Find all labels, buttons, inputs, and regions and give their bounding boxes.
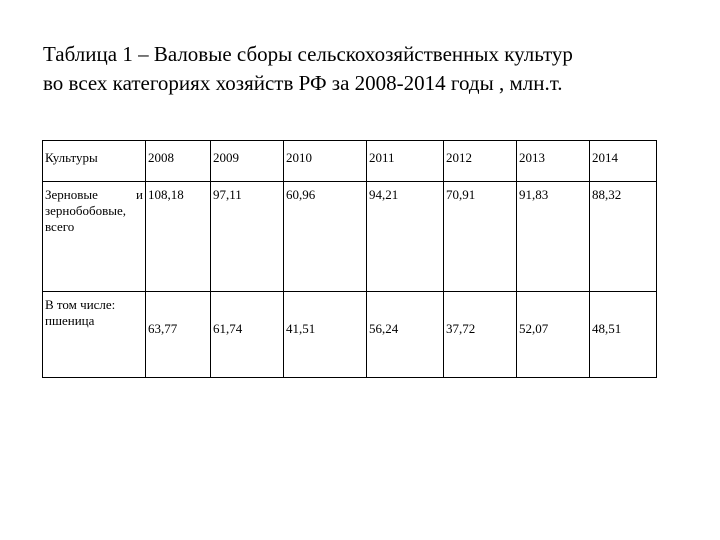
header-cell-crops: Культуры (43, 141, 146, 182)
header-cell-2010: 2010 (284, 141, 367, 182)
crop-line: пшеница (45, 313, 95, 328)
value-cell: 97,11 (211, 182, 284, 292)
value-cell: 37,72 (444, 292, 517, 378)
value-cell: 94,21 (367, 182, 444, 292)
crop-cell-wheat (43, 292, 146, 378)
header-cell-2011: 2011 (367, 141, 444, 182)
title-line-1: Таблица 1 – Валовые сборы сельскохозяйственных культур (43, 42, 573, 66)
header-cell-2013: 2013 (517, 141, 590, 182)
header-cell-2014: 2014 (590, 141, 657, 182)
value-cell: 41,51 (284, 292, 367, 378)
value-cell: 63,77 (146, 292, 211, 378)
crop-line: зернобобовые, (45, 203, 126, 218)
crop-cell-grain (43, 182, 146, 292)
header-cell-2012: 2012 (444, 141, 517, 182)
header-cell-2008: 2008 (146, 141, 211, 182)
page-title (43, 40, 683, 98)
value-cell: 61,74 (211, 292, 284, 378)
crop-line: Зерновые и (45, 187, 143, 202)
value-cell: 88,32 (590, 182, 657, 292)
value-cell: 108,18 (146, 182, 211, 292)
crop-line: В том числе: (45, 297, 116, 312)
table-row (43, 182, 657, 292)
value-cell: 60,96 (284, 182, 367, 292)
header-cell-2009: 2009 (211, 141, 284, 182)
harvest-table (42, 140, 657, 378)
value-cell: 70,91 (444, 182, 517, 292)
table-row (43, 292, 657, 378)
value-cell: 52,07 (517, 292, 590, 378)
title-line-2: во всех категориях хозяйств РФ за 2008-2014 годы , млн.т. (43, 71, 563, 95)
value-cell: 91,83 (517, 182, 590, 292)
crop-line: всего (45, 219, 75, 234)
value-cell: 56,24 (367, 292, 444, 378)
value-cell: 48,51 (590, 292, 657, 378)
table-header-row (43, 141, 657, 182)
